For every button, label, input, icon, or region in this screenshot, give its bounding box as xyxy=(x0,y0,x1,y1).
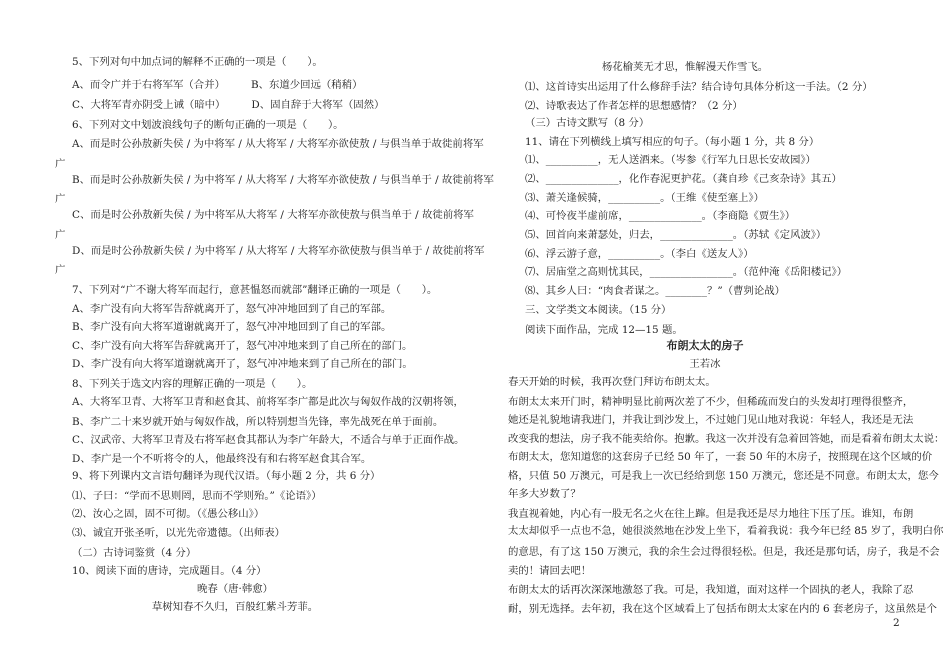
question-line: （三）古诗文默写（8 分） xyxy=(525,117,650,129)
article-paragraph-line: 年多大岁数了？ xyxy=(508,488,581,500)
article-paragraph-line: 布朗太太，您知道您的这套房子已经 50 年了，一套 50 年的木房子，按照现在这个区域的价 xyxy=(508,451,933,463)
question-line: ⑹、浮云游子意，__________。（李白《送友人》） xyxy=(525,248,754,260)
question-line: 三、文学类文本阅读。（15 分） xyxy=(525,304,672,316)
question-line: 广 xyxy=(55,193,66,205)
question-line: ⑸、回首向来萧瑟处，归去，______________。（苏轼《定风波》） xyxy=(525,229,827,241)
question-line: 8、下列关于选文内容的理解正确的一项是（ ）。 xyxy=(72,378,313,390)
article-paragraph-line: 太太却似乎一点也不急，她很淡然地在沙发上坐下，看着我说：我今年已经 85 岁了，我明白你 xyxy=(508,525,944,537)
question-line: A、而是时公孙敖新失侯 / 为中将军 / 从大将军 / 大将军亦欲使敖 / 与俱当单于故徙前将军 xyxy=(72,138,484,150)
question-line: D、而是时公孙敖新失侯 / 为中将军 / 从大将军 / 大将军亦欲使敖与俱当单于 / 故徙前将军 xyxy=(72,245,485,257)
question-line: D、李广没有向大将军道谢就离开了，怒气冲冲地来到了自己所在的部门。 xyxy=(72,358,413,370)
question-line: 广 xyxy=(55,158,66,170)
question-line: ⑺、居庙堂之高则忧其民，________________。（范仲淹《岳阳楼记》） xyxy=(525,266,848,278)
question-line: C、大将军青亦阴受上诫（暗中） D、固自辞于大将军（固然） xyxy=(72,99,385,111)
poem-line: 草树知春不久归，百般红紫斗芳菲。 xyxy=(151,601,319,613)
question-line: A、而令广并于右将军军（合并） B、东道少回远（稍稍） xyxy=(72,79,363,91)
question-line: 11、请在下列横线上填写相应的句子。（每小题 1 分，共 8 分） xyxy=(525,136,820,148)
article-paragraph-line: 卖的！请回去吧！ xyxy=(508,565,592,577)
poem-line: 杨花榆荚无才思，惟解漫天作雪飞。 xyxy=(601,61,769,73)
question-line: ⑵、汝心之固，固不可彻。（《愚公移山》） xyxy=(72,508,265,520)
article-paragraph-line: 耐，别无选择。去年初，我在这个区域看上了包括布朗太太家在内的 6 套老房子，这虽然是个 xyxy=(508,603,937,615)
poem-title: 晚春（唐·韩愈） xyxy=(196,583,274,595)
question-line: ⑶、诚宜开张圣听，以光先帝遗德。（出师表） xyxy=(72,527,286,539)
article-paragraph-line: 格，只值 50 万澳元，可是我上一次已经给到您 150 万澳元，您还是不同意。布朗太太，您今 xyxy=(508,470,939,482)
article-title: 布朗太太的房子 xyxy=(666,339,744,352)
question-line: B、而是时公孙敖新失侯 / 为中将军 / 从大将军 / 大将军亦欲使敖 / 与俱当单于 / 故徙前将军 xyxy=(72,174,494,186)
article-paragraph-line: 我直视着她，内心有一股无名之火在往上蹿。但是我还是尽力地往下压了压。谁知，布朗 xyxy=(508,508,914,520)
question-line: 10、阅读下面的唐诗，完成题目。（4 分） xyxy=(72,565,267,577)
question-line: C、李广没有向大将军告辞就离开了，怒气冲冲地来到了自己所在的部门。 xyxy=(72,340,413,352)
question-line: 广 xyxy=(55,229,66,241)
question-line: ⑴、__________，无人送酒来。（岑参《行军九日思长安故园》） xyxy=(525,154,816,166)
question-line: C、而是时公孙敖新失侯 / 为中将军从大将军 / 大将军亦欲使敖与俱当单于 / 故徙前将军 xyxy=(72,209,474,221)
article-paragraph-line: 布朗太太的话再次深深地激怒了我。可是，我知道，面对这样一个固执的老人，我除了忍 xyxy=(508,584,914,596)
question-line: 7、下列对“广不谢大将军而起行，意甚愠怒而就部”翻译正确的一项是（ ）。 xyxy=(72,284,438,296)
question-line: B、李广没有向大将军道谢就离开了，怒气冲冲地回到了自己的军部。 xyxy=(72,321,392,333)
question-line: 9、将下列课内文言语句翻译为现代汉语。（每小题 2 分，共 6 分） xyxy=(72,470,381,482)
article-paragraph-line: 春天开始的时候，我再次登门拜访布朗太太。 xyxy=(508,376,716,388)
question-line: （二）古诗词鉴赏（4 分） xyxy=(72,547,197,559)
question-line: 5、下列对句中加点词的解释不正确的一项是（ ）。 xyxy=(72,56,323,68)
question-line: 6、下列对文中划波浪线句子的断句正确的一项是（ ）。 xyxy=(72,119,344,131)
question-line: ⑴、这首诗实出运用了什么修辞手法？结合诗句具体分析这一手法。（2 分） xyxy=(525,81,873,93)
question-line: ⑻、其乡人曰：“肉食者谋之。________？”（曹刿论战） xyxy=(525,285,785,297)
question-line: 广 xyxy=(55,264,66,276)
question-line: ⑴、子曰：“学而不思则罔，思而不学则殆。”《论语》） xyxy=(72,490,322,502)
question-line: A、李广没有向大将军告辞就离开了，怒气冲冲地回到了自己的军部。 xyxy=(72,303,392,315)
question-line: 阅读下面作品，完成 12—15 题。 xyxy=(525,324,683,336)
question-line: A、大将军卫青、大将军卫青和赵食其、前将军李广都是此次与匈奴作战的汉朝将领， xyxy=(72,396,464,408)
article-paragraph-line: 布朗太太来开门时，精神明显比前两次差了不少，但稀疏而发白的头发却打理得很整齐， xyxy=(508,396,914,408)
question-line: ⑶、萧关逢候骑，__________。（王维《使至塞上》） xyxy=(525,192,764,204)
question-line: C、汉武帝、大将军卫青及右将军赵食其都认为李广年龄大，不适合与单于正面作战。 xyxy=(72,434,465,446)
question-line: ⑷、可怜夜半虚前席，______________。（李商隐《贾生》） xyxy=(525,210,796,222)
question-line: ⑵、诗歌表达了作者怎样的思想感情？（2 分） xyxy=(525,100,743,112)
question-line: B、李广二十来岁就开始与匈奴作战，所以特别想当先锋，率先战死在单于面前。 xyxy=(72,416,444,428)
question-line: ⑵、______________，化作春泥更护花。（龚自珍《己亥杂诗》其五） xyxy=(525,173,842,185)
article-paragraph-line: 的意思，有了这 150 万澳元，我的余生会过得很轻松。但是，我还是那句话，房子，我是不会 xyxy=(508,546,940,558)
page-number: 2 xyxy=(893,617,900,629)
article-paragraph-line: 改变我的想法，房子我不能卖给你。抱歉。我这一次并没有急着回答她，而是看着布朗太太说： xyxy=(508,433,945,445)
article-author: 王若冰 xyxy=(689,358,721,370)
question-line: D、李广是一个不听将令的人，他最终没有和右将军赵食其合军。 xyxy=(72,453,372,465)
article-paragraph-line: 她还是礼貌地请我进门，并我让到沙发上，不过她门见山地对我说：年轻人，我还是无法 xyxy=(508,414,914,426)
